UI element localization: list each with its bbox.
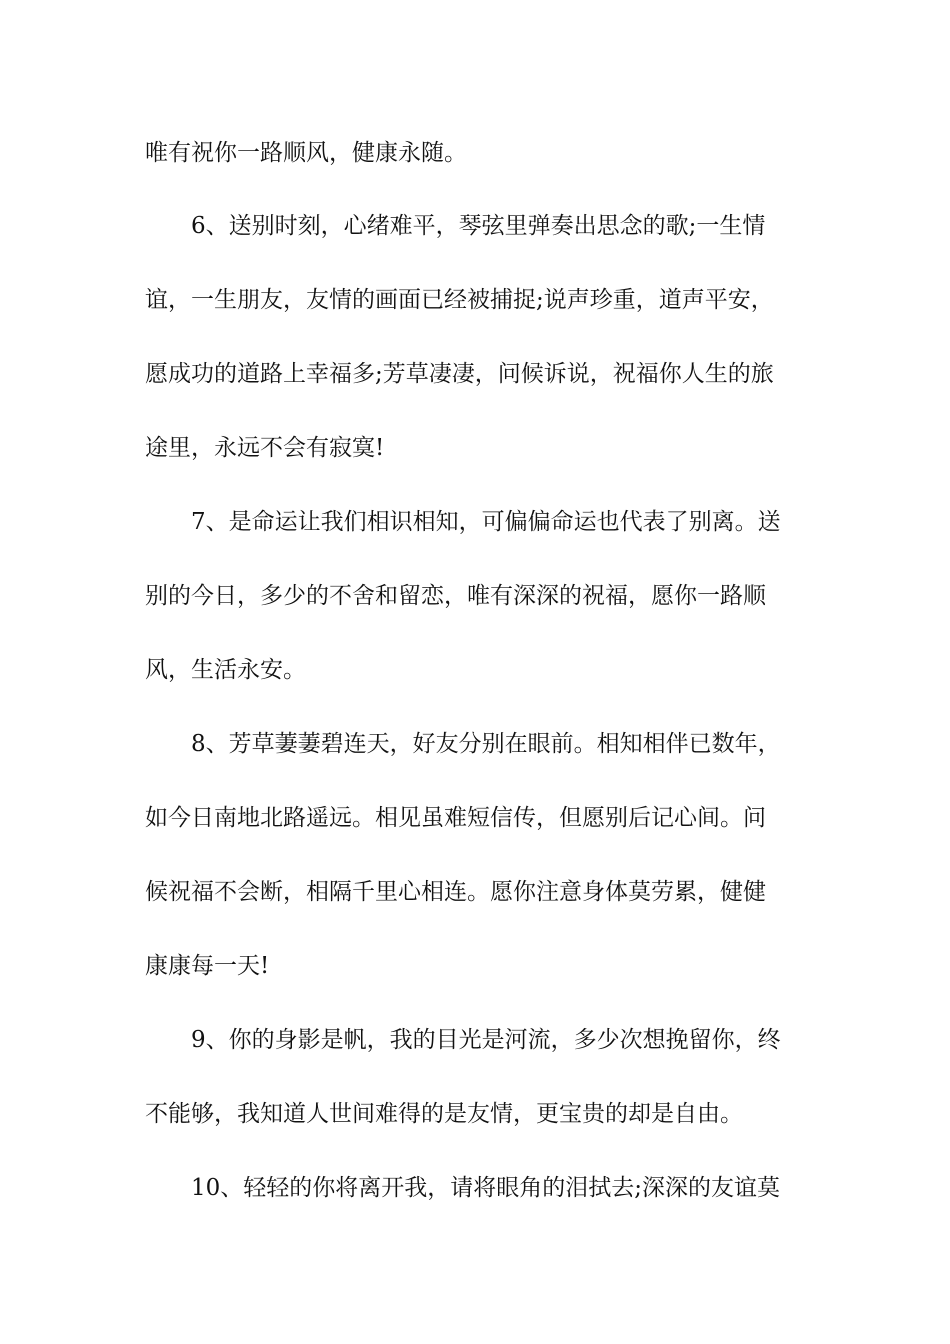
text-line: 如今日南地北路遥远。相见虽难短信传，但愿别后记心间。问 bbox=[145, 805, 766, 831]
text-line: 别的今日，多少的不舍和留恋，唯有深深的祝福，愿你一路顺 bbox=[145, 583, 766, 609]
text-line: 7、是命运让我们相识相知，可偏偏命运也代表了别离。送 bbox=[145, 509, 781, 535]
text-line: 6、送别时刻，心绪难平，琴弦里弹奏出思念的歌;一生情 bbox=[145, 213, 766, 239]
text-line: 康康每一天! bbox=[145, 953, 270, 979]
text-line: 途里，永远不会有寂寞! bbox=[145, 435, 385, 461]
text-line: 9、你的身影是帆，我的目光是河流，多少次想挽留你，终 bbox=[145, 1027, 781, 1053]
text-line: 谊，一生朋友，友情的画面已经被捕捉;说声珍重，道声平安， bbox=[145, 287, 774, 313]
text-line: 不能够，我知道人世间难得的是友情，更宝贵的却是自由。 bbox=[145, 1101, 743, 1127]
text-line: 唯有祝你一路顺风，健康永随。 bbox=[145, 140, 467, 166]
text-line: 风，生活永安。 bbox=[145, 657, 306, 683]
text-line: 8、芳草萋萋碧连天，好友分别在眼前。相知相伴已数年， bbox=[145, 731, 781, 757]
text-line: 愿成功的道路上幸福多;芳草凄凄，问候诉说，祝福你人生的旅 bbox=[145, 361, 774, 387]
text-line: 10、轻轻的你将离开我，请将眼角的泪拭去;深深的友谊莫 bbox=[145, 1175, 781, 1201]
text-line: 候祝福不会断，相隔千里心相连。愿你注意身体莫劳累，健健 bbox=[145, 879, 766, 905]
